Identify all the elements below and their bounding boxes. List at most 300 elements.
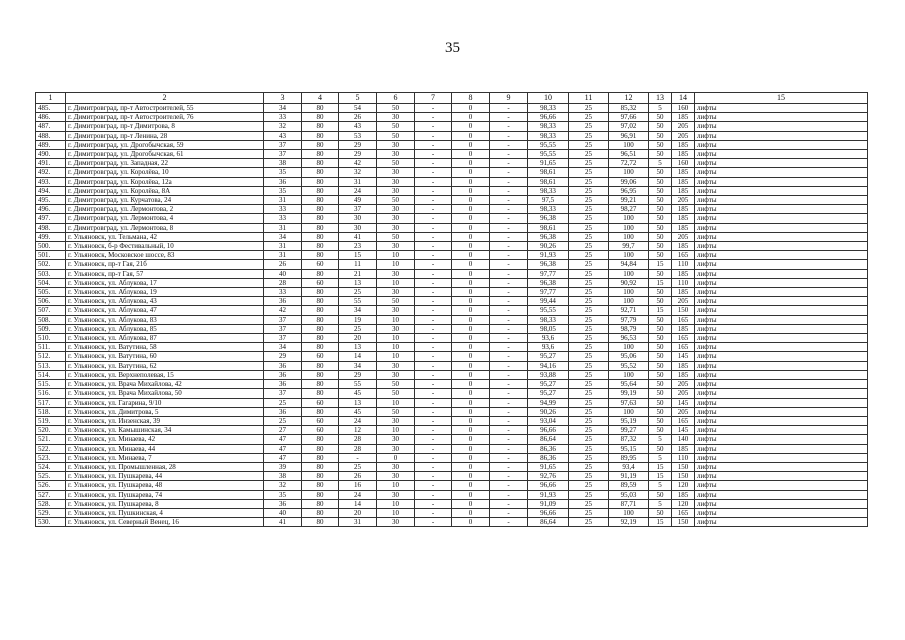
table-cell: 96,38 — [528, 278, 569, 287]
table-cell: 0 — [452, 343, 490, 352]
table-cell: 185 — [672, 223, 695, 232]
table-cell: 99,19 — [609, 389, 649, 398]
table-cell: 30 — [377, 186, 415, 195]
table-cell: 39 — [264, 462, 302, 471]
table-cell: - — [415, 352, 452, 361]
table-cell: - — [490, 343, 528, 352]
table-cell: 25 — [569, 518, 609, 527]
table-cell: 36 — [264, 370, 302, 379]
table-cell: 490. — [36, 150, 66, 159]
table-cell: 99,7 — [609, 242, 649, 251]
table-cell: г. Ульяновск, ул. Верхнеполевая, 15 — [66, 370, 264, 379]
table-body — [36, 93, 868, 527]
table-cell: 50 — [649, 416, 672, 425]
table-cell: - — [415, 297, 452, 306]
table-cell: г. Димитровград, ул. Королёва, 8А — [66, 186, 264, 195]
table-cell: 80 — [302, 168, 339, 177]
table-cell: 25 — [569, 435, 609, 444]
table-row — [36, 352, 868, 361]
table-cell: 91,93 — [528, 251, 569, 260]
table-cell: 509. — [36, 324, 66, 333]
table-cell: 60 — [302, 260, 339, 269]
table-cell: лифты — [695, 269, 868, 278]
table-cell: - — [490, 288, 528, 297]
table-cell: 50 — [649, 140, 672, 149]
table-cell: 5 — [649, 104, 672, 113]
table-cell: 50 — [649, 232, 672, 241]
table-cell: - — [490, 435, 528, 444]
table-row — [36, 508, 868, 517]
table-cell: - — [415, 398, 452, 407]
table-cell: г. Ульяновск, ул. Димитрова, 5 — [66, 407, 264, 416]
table-cell: 10 — [377, 278, 415, 287]
table-cell: 13 — [339, 278, 377, 287]
table-cell: 522. — [36, 444, 66, 453]
table-cell: 185 — [672, 150, 695, 159]
table-cell: 0 — [377, 453, 415, 462]
table-cell: 50 — [649, 389, 672, 398]
table-cell: 50 — [649, 223, 672, 232]
table-cell: - — [490, 140, 528, 149]
table-cell: 50 — [649, 398, 672, 407]
table-cell: 80 — [302, 297, 339, 306]
table-cell: 50 — [377, 380, 415, 389]
table-cell: - — [490, 223, 528, 232]
table-cell: лифты — [695, 159, 868, 168]
table-cell: - — [490, 315, 528, 324]
table-row — [36, 334, 868, 343]
table-cell: 10 — [377, 343, 415, 352]
table-cell: г. Ульяновск, б-р Фестивальный, 10 — [66, 242, 264, 251]
table-cell: лифты — [695, 435, 868, 444]
header-cell: 1 — [36, 93, 66, 104]
table-cell: г. Ульяновск, ул. Пушкарева, 8 — [66, 499, 264, 508]
table-cell: 97,79 — [609, 315, 649, 324]
table-cell: 30 — [377, 269, 415, 278]
table-row — [36, 205, 868, 214]
table-row — [36, 499, 868, 508]
table-cell: лифты — [695, 306, 868, 315]
table-cell: лифты — [695, 472, 868, 481]
table-row — [36, 435, 868, 444]
table-cell: 30 — [377, 288, 415, 297]
table-cell: 33 — [264, 113, 302, 122]
table-cell: 11 — [339, 260, 377, 269]
table-cell: г. Ульяновск, ул. Аблукова, 43 — [66, 297, 264, 306]
table-cell: 25 — [569, 361, 609, 370]
table-cell: 10 — [377, 315, 415, 324]
table-cell: 205 — [672, 389, 695, 398]
table-row — [36, 343, 868, 352]
table-cell: 80 — [302, 370, 339, 379]
table-cell: 0 — [452, 269, 490, 278]
table-cell: лифты — [695, 361, 868, 370]
table-cell: г. Ульяновск, ул. Аблукова, 19 — [66, 288, 264, 297]
table-cell: 53 — [339, 131, 377, 140]
table-cell: 485. — [36, 104, 66, 113]
table-cell: 100 — [609, 223, 649, 232]
table-cell: лифты — [695, 389, 868, 398]
table-cell: - — [490, 407, 528, 416]
table-cell: 16 — [339, 481, 377, 490]
table-row — [36, 278, 868, 287]
table-cell: 489. — [36, 140, 66, 149]
header-cell: 7 — [415, 93, 452, 104]
table-cell: 25 — [569, 168, 609, 177]
table-cell: 80 — [302, 499, 339, 508]
table-cell: 205 — [672, 131, 695, 140]
table-cell: 100 — [609, 214, 649, 223]
table-cell: 527. — [36, 490, 66, 499]
table-cell: 36 — [264, 407, 302, 416]
header-cell: 10 — [528, 93, 569, 104]
table-cell: 100 — [609, 251, 649, 260]
table-cell: 14 — [339, 352, 377, 361]
table-cell: 500. — [36, 242, 66, 251]
table-cell: 92,76 — [528, 472, 569, 481]
table-cell: 50 — [649, 334, 672, 343]
table-cell: - — [415, 131, 452, 140]
table-cell: 32 — [264, 122, 302, 131]
table-cell: 42 — [264, 306, 302, 315]
table-cell: 50 — [649, 168, 672, 177]
table-cell: 523. — [36, 453, 66, 462]
table-cell: 0 — [452, 186, 490, 195]
table-cell: - — [415, 104, 452, 113]
table-cell: - — [415, 416, 452, 425]
table-cell: 50 — [649, 214, 672, 223]
table-header-row — [36, 93, 868, 104]
table-cell: лифты — [695, 131, 868, 140]
table-cell: 110 — [672, 260, 695, 269]
table-cell: 120 — [672, 499, 695, 508]
table-cell: 38 — [264, 472, 302, 481]
table-cell: 50 — [649, 288, 672, 297]
table-cell: 80 — [302, 508, 339, 517]
table-cell: 50 — [377, 159, 415, 168]
table-cell: 28 — [339, 435, 377, 444]
table-cell: 98,33 — [528, 315, 569, 324]
table-cell: 25 — [569, 490, 609, 499]
table-cell: 10 — [377, 426, 415, 435]
table-cell: 92,19 — [609, 518, 649, 527]
table-cell: 97,66 — [609, 113, 649, 122]
table-cell: 24 — [339, 490, 377, 499]
table-cell: лифты — [695, 205, 868, 214]
table-cell: 31 — [264, 242, 302, 251]
table-cell: 50 — [377, 232, 415, 241]
table-cell: 160 — [672, 104, 695, 113]
table-cell: 518. — [36, 407, 66, 416]
table-cell: лифты — [695, 343, 868, 352]
table-cell: 15 — [649, 518, 672, 527]
table-cell: 91,93 — [528, 490, 569, 499]
table-row — [36, 140, 868, 149]
table-cell: - — [415, 278, 452, 287]
table-cell: 25 — [569, 297, 609, 306]
table-cell: 0 — [452, 508, 490, 517]
table-cell: 524. — [36, 462, 66, 471]
table-cell: 185 — [672, 205, 695, 214]
table-cell: 30 — [377, 223, 415, 232]
table-cell: 98,61 — [528, 177, 569, 186]
table-cell: 0 — [452, 416, 490, 425]
table-cell: 95,27 — [528, 352, 569, 361]
table-cell: 0 — [452, 370, 490, 379]
table-row — [36, 214, 868, 223]
table-cell: - — [415, 324, 452, 333]
table-cell: 50 — [649, 113, 672, 122]
table-cell: - — [490, 472, 528, 481]
table-cell: 528. — [36, 499, 66, 508]
table-cell: 185 — [672, 444, 695, 453]
table-cell: лифты — [695, 490, 868, 499]
table-cell: - — [490, 131, 528, 140]
table-cell: - — [490, 306, 528, 315]
table-cell: 30 — [377, 416, 415, 425]
table-cell: 80 — [302, 196, 339, 205]
table-cell: 14 — [339, 499, 377, 508]
table-cell: 185 — [672, 177, 695, 186]
table-cell: - — [415, 481, 452, 490]
table-cell: 0 — [452, 278, 490, 287]
table-cell: 493. — [36, 177, 66, 186]
table-cell: 80 — [302, 214, 339, 223]
table-cell: 80 — [302, 435, 339, 444]
table-row — [36, 518, 868, 527]
header-cell: 11 — [569, 93, 609, 104]
table-cell: 91,19 — [609, 472, 649, 481]
table-cell: 205 — [672, 380, 695, 389]
table-cell: 15 — [649, 462, 672, 471]
table-cell: 30 — [377, 306, 415, 315]
table-cell: 47 — [264, 444, 302, 453]
table-cell: - — [490, 361, 528, 370]
table-cell: 0 — [452, 196, 490, 205]
table-row — [36, 472, 868, 481]
table-cell: - — [490, 389, 528, 398]
table-cell: 15 — [649, 260, 672, 269]
table-cell: 165 — [672, 251, 695, 260]
table-cell: 10 — [377, 499, 415, 508]
table-cell: 487. — [36, 122, 66, 131]
table-cell: 87,32 — [609, 435, 649, 444]
table-cell: 185 — [672, 269, 695, 278]
table-row — [36, 315, 868, 324]
table-cell: лифты — [695, 288, 868, 297]
table-cell: 10 — [377, 481, 415, 490]
table-cell: 15 — [649, 472, 672, 481]
table-cell: 25 — [569, 398, 609, 407]
table-cell: 28 — [264, 278, 302, 287]
table-cell: - — [415, 453, 452, 462]
table-cell: 26 — [339, 113, 377, 122]
table-cell: 50 — [377, 297, 415, 306]
table-cell: г. Димитровград, ул. Лермонтова, 2 — [66, 205, 264, 214]
table-cell: 506. — [36, 297, 66, 306]
table-cell: 80 — [302, 288, 339, 297]
table-cell: 0 — [452, 177, 490, 186]
header-cell: 14 — [672, 93, 695, 104]
table-cell: 54 — [339, 104, 377, 113]
table-cell: 0 — [452, 380, 490, 389]
table-row — [36, 370, 868, 379]
table-cell: 34 — [339, 306, 377, 315]
table-cell: 28 — [339, 444, 377, 453]
table-cell: 97,77 — [528, 269, 569, 278]
table-cell: 95,03 — [609, 490, 649, 499]
table-cell: 505. — [36, 288, 66, 297]
table-cell: 80 — [302, 104, 339, 113]
table-cell: - — [415, 435, 452, 444]
table-cell: лифты — [695, 223, 868, 232]
table-cell: 30 — [377, 490, 415, 499]
table-cell: лифты — [695, 324, 868, 333]
table-cell: 25 — [569, 196, 609, 205]
table-cell: 86,64 — [528, 518, 569, 527]
table-cell: 26 — [339, 472, 377, 481]
table-cell: 150 — [672, 472, 695, 481]
table-cell: - — [490, 177, 528, 186]
table-cell: 86,36 — [528, 453, 569, 462]
table-row — [36, 416, 868, 425]
table-cell: 0 — [452, 297, 490, 306]
table-cell: 517. — [36, 398, 66, 407]
table-cell: 29 — [339, 140, 377, 149]
table-cell: 25 — [339, 324, 377, 333]
table-cell: - — [415, 361, 452, 370]
table-cell: - — [490, 370, 528, 379]
table-cell: 96,38 — [528, 260, 569, 269]
table-cell: 100 — [609, 508, 649, 517]
table-cell: 50 — [649, 324, 672, 333]
table-cell: 150 — [672, 306, 695, 315]
table-row — [36, 122, 868, 131]
table-cell: 80 — [302, 306, 339, 315]
table-cell: 90,26 — [528, 407, 569, 416]
table-cell: - — [415, 232, 452, 241]
table-cell: 37 — [264, 334, 302, 343]
table-cell: 25 — [569, 462, 609, 471]
table-cell: 529. — [36, 508, 66, 517]
table-cell: 10 — [377, 352, 415, 361]
table-cell: - — [415, 186, 452, 195]
table-cell: 494. — [36, 186, 66, 195]
table-cell: 185 — [672, 168, 695, 177]
table-cell: 30 — [377, 444, 415, 453]
table-cell: 80 — [302, 140, 339, 149]
table-cell: 25 — [569, 499, 609, 508]
table-row — [36, 490, 868, 499]
table-cell: 50 — [377, 122, 415, 131]
table-row — [36, 232, 868, 241]
table-cell: г. Димитровград, пр-т Ленина, 28 — [66, 131, 264, 140]
table-cell: 60 — [302, 426, 339, 435]
table-cell: 185 — [672, 186, 695, 195]
table-cell: лифты — [695, 196, 868, 205]
table-cell: - — [415, 223, 452, 232]
table-cell: - — [490, 453, 528, 462]
table-cell: 30 — [377, 462, 415, 471]
table-cell: - — [490, 426, 528, 435]
table-cell: 497. — [36, 214, 66, 223]
table-cell: 145 — [672, 398, 695, 407]
table-cell: - — [415, 334, 452, 343]
table-cell: лифты — [695, 278, 868, 287]
table-cell: 0 — [452, 223, 490, 232]
table-cell: г. Ульяновск, ул. Пушкинская, 4 — [66, 508, 264, 517]
table-cell: 0 — [452, 140, 490, 149]
table-cell: 5 — [649, 481, 672, 490]
header-cell: 8 — [452, 93, 490, 104]
table-cell: - — [490, 205, 528, 214]
table-cell: 25 — [569, 453, 609, 462]
table-cell: 25 — [569, 269, 609, 278]
table-cell: 30 — [377, 370, 415, 379]
table-cell: - — [490, 232, 528, 241]
table-cell: 519. — [36, 416, 66, 425]
table-cell: 0 — [452, 435, 490, 444]
table-cell: 94,16 — [528, 361, 569, 370]
table-cell: - — [415, 306, 452, 315]
table-cell: 25 — [569, 306, 609, 315]
table-cell: 80 — [302, 444, 339, 453]
table-row — [36, 407, 868, 416]
table-cell: 110 — [672, 278, 695, 287]
table-cell: 80 — [302, 205, 339, 214]
table-cell: г. Ульяновск, ул. Ватутина, 60 — [66, 352, 264, 361]
table-cell: 33 — [264, 214, 302, 223]
table-cell: лифты — [695, 104, 868, 113]
table-cell: 185 — [672, 214, 695, 223]
table-row — [36, 389, 868, 398]
table-cell: лифты — [695, 352, 868, 361]
table-cell: 25 — [569, 113, 609, 122]
table-cell: 0 — [452, 288, 490, 297]
table-cell: 50 — [649, 186, 672, 195]
table-cell: - — [490, 242, 528, 251]
table-cell: 50 — [649, 205, 672, 214]
table-cell: 205 — [672, 122, 695, 131]
table-cell: 0 — [452, 334, 490, 343]
table-row — [36, 444, 868, 453]
table-cell: 503. — [36, 269, 66, 278]
table-cell: 185 — [672, 242, 695, 251]
table-cell: 0 — [452, 389, 490, 398]
table-cell: 0 — [452, 481, 490, 490]
table-cell: 96,53 — [609, 334, 649, 343]
table-cell: 95,27 — [528, 380, 569, 389]
table-row — [36, 242, 868, 251]
table-cell: 150 — [672, 462, 695, 471]
table-cell: 10 — [377, 508, 415, 517]
table-cell: 0 — [452, 260, 490, 269]
table-cell: - — [490, 398, 528, 407]
table-row — [36, 306, 868, 315]
table-row — [36, 150, 868, 159]
table-cell: 35 — [264, 490, 302, 499]
table-cell: 165 — [672, 343, 695, 352]
table-cell: 50 — [377, 104, 415, 113]
table-cell: 10 — [377, 398, 415, 407]
table-cell: 50 — [649, 444, 672, 453]
table-cell: 30 — [377, 435, 415, 444]
table-cell: 0 — [452, 104, 490, 113]
table-cell: 25 — [569, 508, 609, 517]
table-cell: - — [415, 214, 452, 223]
table-cell: 25 — [569, 278, 609, 287]
table-cell: 100 — [609, 168, 649, 177]
